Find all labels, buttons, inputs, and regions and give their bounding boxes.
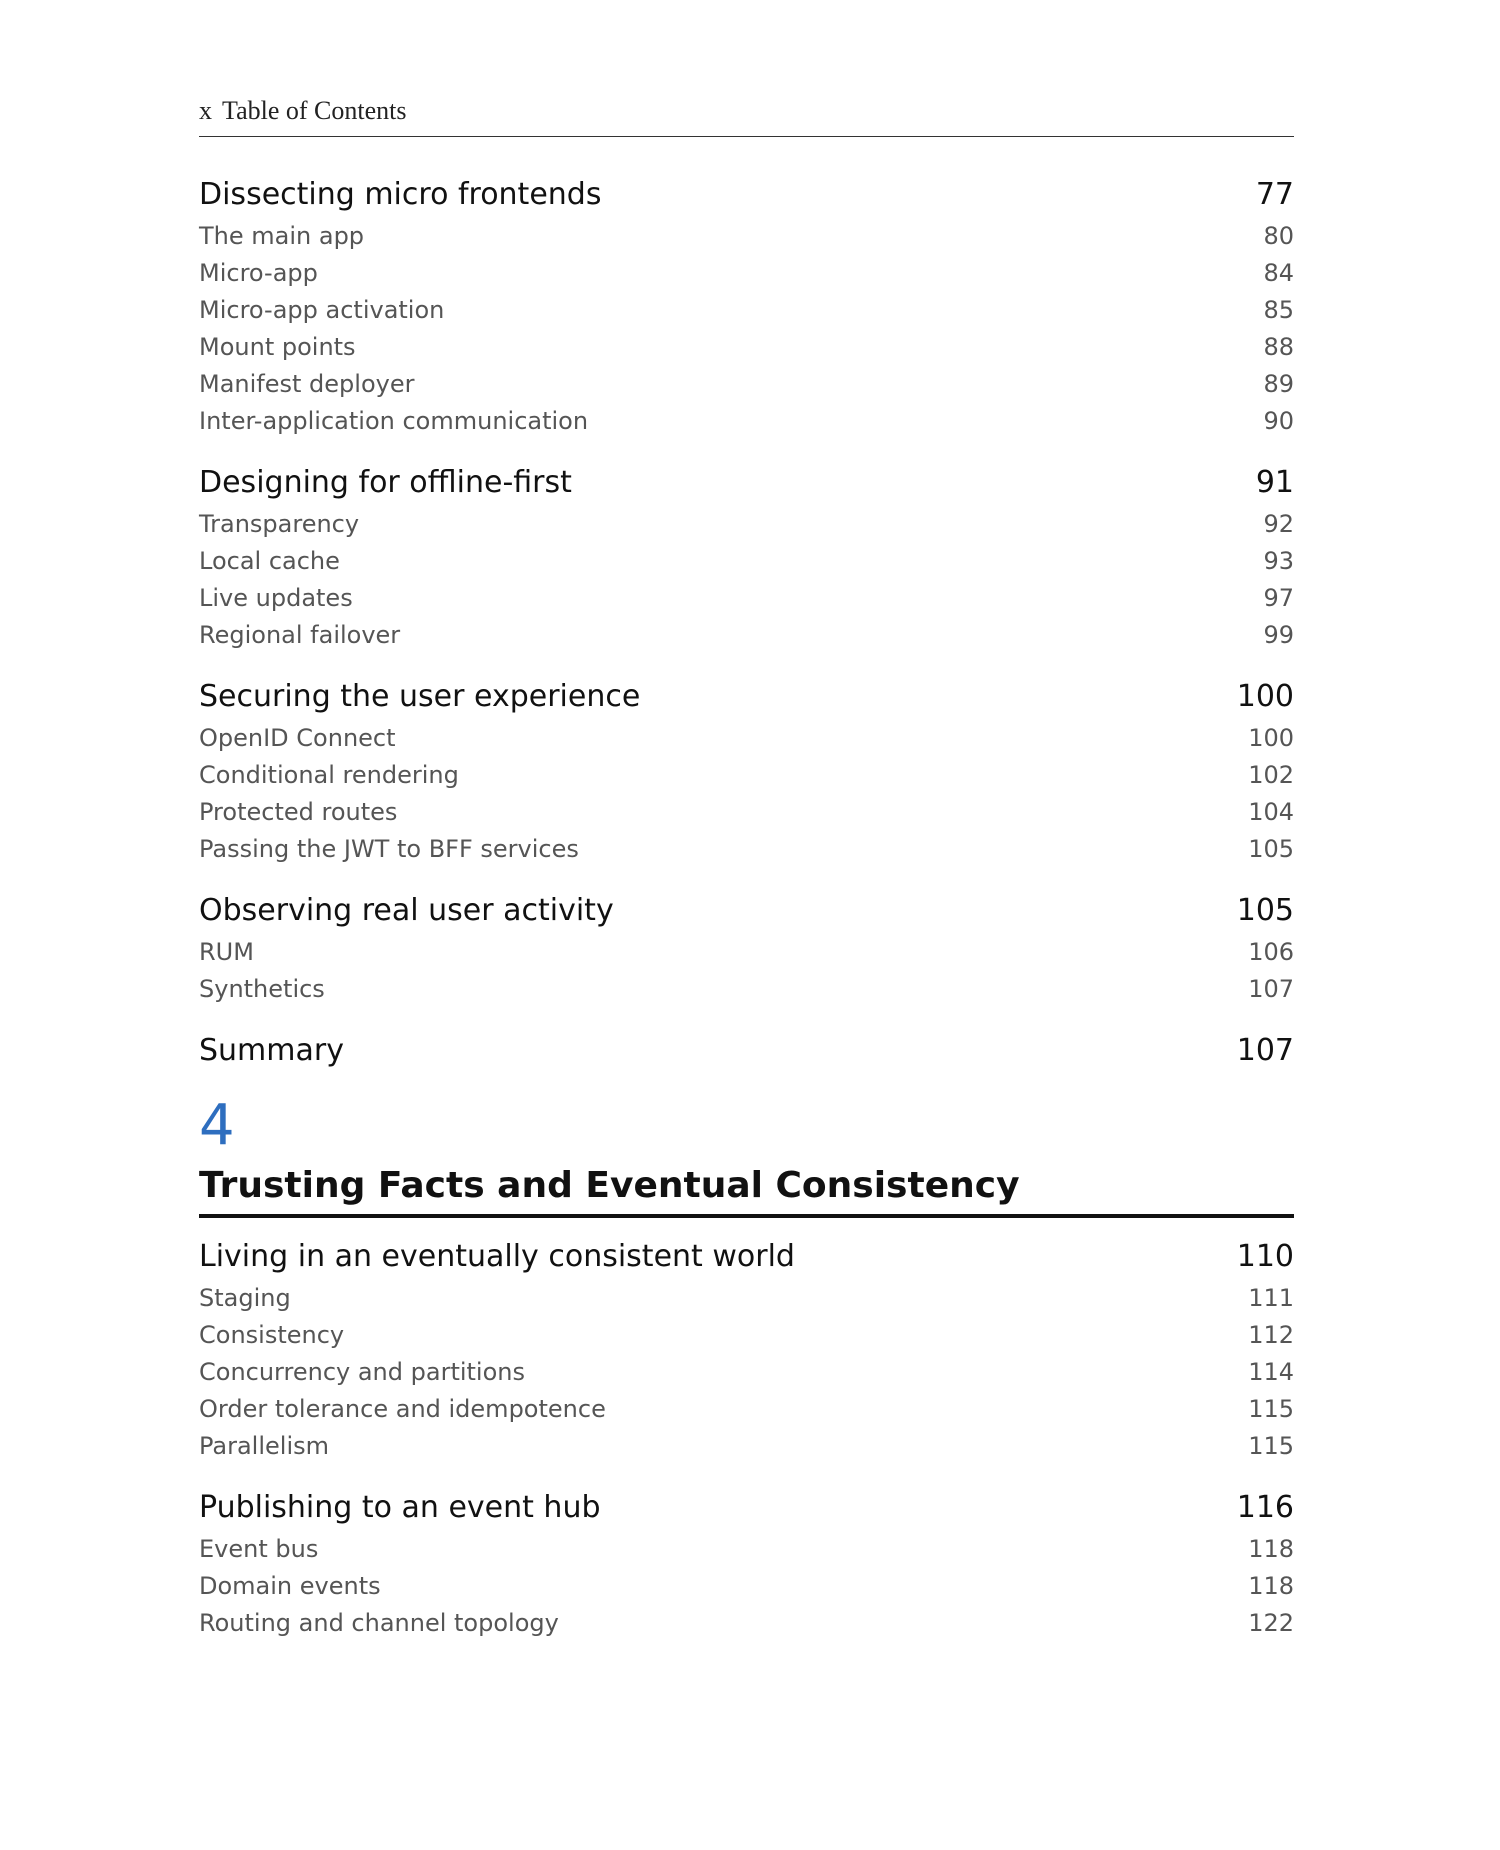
toc-entry-title: Transparency	[199, 510, 360, 538]
toc-entry-page: 115	[1248, 1395, 1294, 1423]
toc-entry-title: Passing the JWT to BFF services	[199, 835, 579, 863]
toc-section-page: 91	[1255, 465, 1294, 500]
toc-section	[199, 1485, 1294, 1642]
toc-entry[interactable]	[199, 1605, 1294, 1642]
toc-entry[interactable]	[199, 580, 1294, 617]
toc-section	[199, 1028, 1294, 1074]
toc-entry-title: Micro-app	[199, 259, 318, 287]
toc-entry-page: 122	[1248, 1609, 1294, 1637]
toc-section-heading[interactable]	[199, 888, 1294, 934]
toc-entry[interactable]	[199, 794, 1294, 831]
toc-entry-page: 85	[1263, 296, 1294, 324]
toc-entry-title: Domain events	[199, 1572, 381, 1600]
toc-entry-title: Staging	[199, 1284, 291, 1312]
table-of-contents	[199, 172, 1294, 1662]
toc-entry-page: 118	[1248, 1535, 1294, 1563]
toc-entry[interactable]	[199, 1280, 1294, 1317]
toc-entry-title: Regional failover	[199, 621, 401, 649]
toc-entry-title: Conditional rendering	[199, 761, 459, 789]
toc-entry[interactable]	[199, 543, 1294, 580]
toc-entry[interactable]	[199, 934, 1294, 971]
toc-entry-page: 104	[1248, 798, 1294, 826]
chapter-heading	[199, 1094, 1294, 1218]
toc-entry-title: Parallelism	[199, 1432, 329, 1460]
toc-entry-title: Order tolerance and idempotence	[199, 1395, 606, 1423]
toc-entry-page: 80	[1263, 222, 1294, 250]
toc-entry-page: 99	[1263, 621, 1294, 649]
toc-section	[199, 674, 1294, 868]
toc-section-page: 116	[1236, 1490, 1294, 1525]
toc-entry-page: 88	[1263, 333, 1294, 361]
toc-section-heading[interactable]	[199, 460, 1294, 506]
toc-section-title: Designing for offline-first	[199, 465, 572, 500]
toc-section-page: 107	[1236, 1033, 1294, 1068]
toc-section-heading[interactable]	[199, 1028, 1294, 1074]
toc-section-page: 105	[1236, 893, 1294, 928]
toc-section	[199, 460, 1294, 654]
toc-section-heading[interactable]	[199, 172, 1294, 218]
chapter-number: 4	[199, 1093, 235, 1158]
toc-entry-title: The main app	[199, 222, 365, 250]
toc-entry[interactable]	[199, 1391, 1294, 1428]
running-head	[199, 96, 1294, 137]
toc-section-heading[interactable]	[199, 1234, 1294, 1280]
toc-entry[interactable]	[199, 1354, 1294, 1391]
toc-entry[interactable]	[199, 292, 1294, 329]
toc-entry-page: 90	[1263, 407, 1294, 435]
toc-entry-title: Inter-application communication	[199, 407, 589, 435]
toc-group-chapter-4	[199, 1234, 1294, 1642]
toc-entry-title: Protected routes	[199, 798, 398, 826]
toc-entry-page: 112	[1248, 1321, 1294, 1349]
toc-section-title: Dissecting micro frontends	[199, 177, 602, 212]
toc-entry-page: 118	[1248, 1572, 1294, 1600]
toc-entry-page: 114	[1248, 1358, 1294, 1386]
toc-entry-title: Mount points	[199, 333, 356, 361]
toc-entry-page: 107	[1248, 975, 1294, 1003]
toc-section-heading[interactable]	[199, 674, 1294, 720]
toc-entry[interactable]	[199, 218, 1294, 255]
toc-entry-title: Event bus	[199, 1535, 319, 1563]
toc-section-page: 100	[1236, 679, 1294, 714]
toc-entry[interactable]	[199, 831, 1294, 868]
toc-section-title: Observing real user activity	[199, 893, 614, 928]
toc-entry[interactable]	[199, 403, 1294, 440]
toc-entry-title: Micro-app activation	[199, 296, 445, 324]
toc-entry-title: Routing and channel topology	[199, 1609, 559, 1637]
toc-entry[interactable]	[199, 1568, 1294, 1605]
toc-entry[interactable]	[199, 366, 1294, 403]
toc-entry-page: 111	[1248, 1284, 1294, 1312]
page-number: x	[199, 96, 212, 125]
toc-entry-page: 97	[1263, 584, 1294, 612]
toc-entry-title: RUM	[199, 938, 254, 966]
toc-section-page: 77	[1255, 177, 1294, 212]
running-head-title: Table of Contents	[222, 96, 407, 125]
toc-entry-title: Synthetics	[199, 975, 325, 1003]
toc-entry-page: 84	[1263, 259, 1294, 287]
toc-entry[interactable]	[199, 971, 1294, 1008]
toc-section-page: 110	[1236, 1239, 1294, 1274]
toc-section-heading[interactable]	[199, 1485, 1294, 1531]
toc-section-title: Securing the user experience	[199, 679, 641, 714]
toc-section	[199, 1234, 1294, 1465]
toc-entry[interactable]	[199, 506, 1294, 543]
toc-entry-page: 115	[1248, 1432, 1294, 1460]
toc-entry-title: Concurrency and partitions	[199, 1358, 525, 1386]
toc-entry[interactable]	[199, 757, 1294, 794]
toc-section	[199, 172, 1294, 440]
toc-entry-page: 92	[1263, 510, 1294, 538]
toc-section-title: Living in an eventually consistent world	[199, 1239, 795, 1274]
toc-section-title: Summary	[199, 1033, 344, 1068]
chapter-title: Trusting Facts and Eventual Consistency	[199, 1158, 1294, 1218]
toc-entry[interactable]	[199, 720, 1294, 757]
toc-entry-title: Consistency	[199, 1321, 345, 1349]
toc-entry-title: Local cache	[199, 547, 340, 575]
toc-entry-page: 102	[1248, 761, 1294, 789]
toc-entry[interactable]	[199, 329, 1294, 366]
toc-entry[interactable]	[199, 255, 1294, 292]
toc-entry-page: 100	[1248, 724, 1294, 752]
toc-entry-title: OpenID Connect	[199, 724, 396, 752]
toc-entry[interactable]	[199, 1428, 1294, 1465]
toc-entry-page: 93	[1263, 547, 1294, 575]
toc-entry-page: 106	[1248, 938, 1294, 966]
toc-section-title: Publishing to an event hub	[199, 1490, 601, 1525]
toc-entry-title: Live updates	[199, 584, 353, 612]
toc-entry[interactable]	[199, 1317, 1294, 1354]
toc-entry-page: 89	[1263, 370, 1294, 398]
toc-entry[interactable]	[199, 617, 1294, 654]
toc-group-chapter-3	[199, 172, 1294, 1074]
toc-entry-page: 105	[1248, 835, 1294, 863]
toc-entry-title: Manifest deployer	[199, 370, 415, 398]
toc-section	[199, 888, 1294, 1008]
toc-entry[interactable]	[199, 1531, 1294, 1568]
